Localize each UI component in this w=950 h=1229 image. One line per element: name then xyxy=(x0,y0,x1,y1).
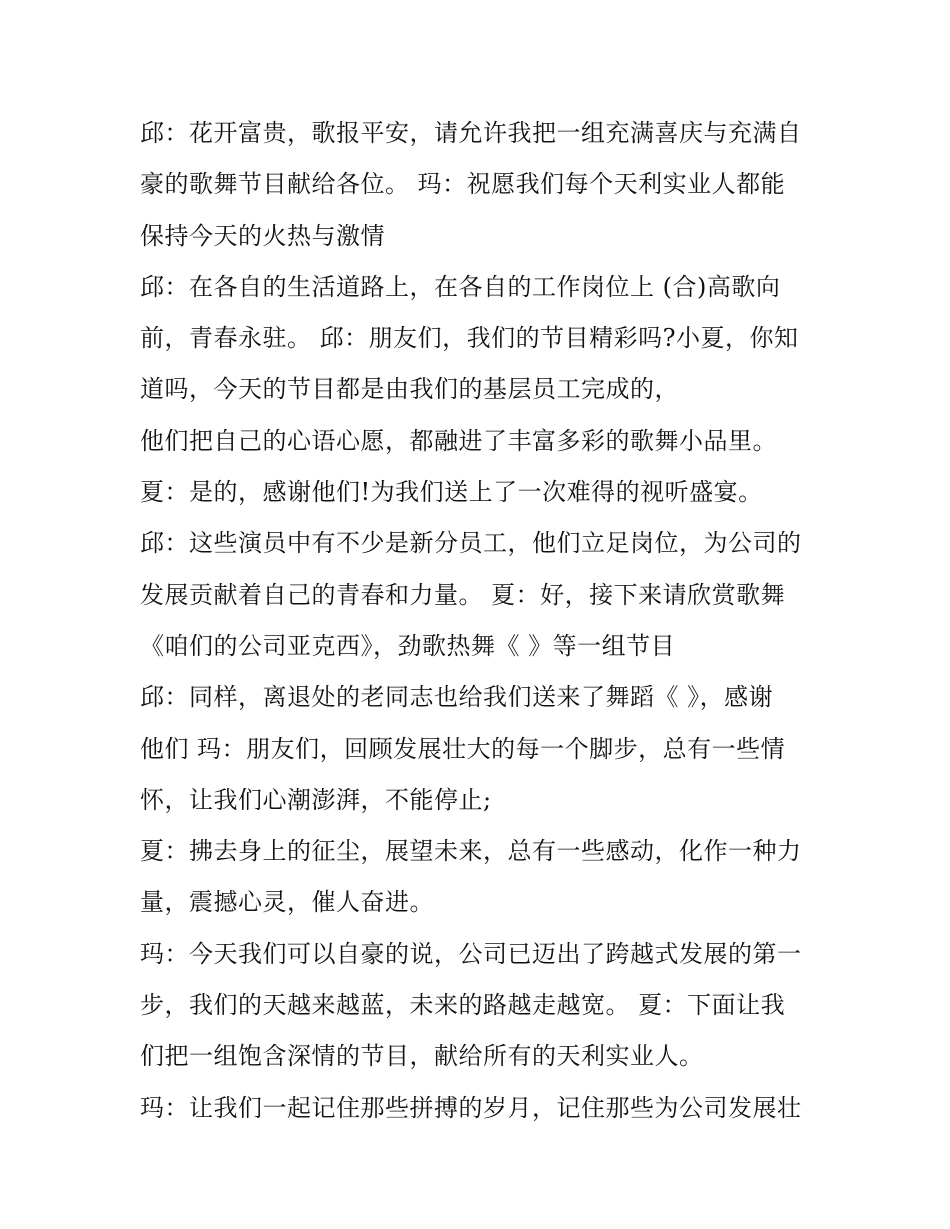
text-line: 量，震撼心灵，催人奋进。 xyxy=(140,888,434,917)
text-line: 夏：是的，感谢他们!为我们送上了一次难得的视听盛宴。 xyxy=(140,478,763,507)
document-body xyxy=(140,108,820,1134)
text-line: 邱：同样，离退处的老同志也给我们送来了舞蹈《 》，感谢 xyxy=(140,683,774,712)
text-line: 们把一组饱含深情的节目，献给所有的天利实业人。 xyxy=(140,1042,704,1071)
text-line: 夏：拂去身上的征尘，展望未来，总有一些感动，化作一种力 xyxy=(140,837,802,866)
text-line: 发展贡献着自己的青春和力量。 夏：好，接下来请欣赏歌舞 xyxy=(140,580,786,609)
text-line: 邱：这些演员中有不少是新分员工，他们立足岗位，为公司的 xyxy=(140,529,802,558)
text-line: 步，我们的天越来越蓝，未来的路越走越宽。 夏：下面让我 xyxy=(140,991,786,1020)
text-line: 邱：花开富贵，歌报平安，请允许我把一组充满喜庆与充满自 xyxy=(140,119,802,147)
text-line: 《咱们的公司亚克西》，劲歌热舞《 》等一组节目 xyxy=(140,631,676,660)
text-line: 道吗，今天的节目都是由我们的基层员工完成的， xyxy=(140,375,679,404)
text-line: 玛：让我们一起记住那些拼搏的岁月，记住那些为公司发展壮 xyxy=(140,1093,802,1122)
text-line: 他们 玛：朋友们，回顾发展壮大的每一个脚步，总有一些情 xyxy=(140,734,786,763)
text-line: 前，青春永驻。 邱：朋友们，我们的节目精彩吗?小夏，你知 xyxy=(140,324,799,353)
text-line: 怀，让我们心潮澎湃，不能停止; xyxy=(140,785,492,814)
text-line: 豪的歌舞节目献给各位。 玛：祝愿我们每个天利实业人都能 xyxy=(140,170,786,199)
text-line: 邱：在各自的生活道路上，在各自的工作岗位上 (合)高歌向 xyxy=(140,272,781,301)
text-line: 保持今天的火热与激情 xyxy=(140,221,385,250)
text-line: 他们把自己的心语心愿，都融进了丰富多彩的歌舞小品里。 xyxy=(140,426,777,455)
text-line: 玛：今天我们可以自豪的说，公司已迈出了跨越式发展的第一 xyxy=(140,939,802,968)
